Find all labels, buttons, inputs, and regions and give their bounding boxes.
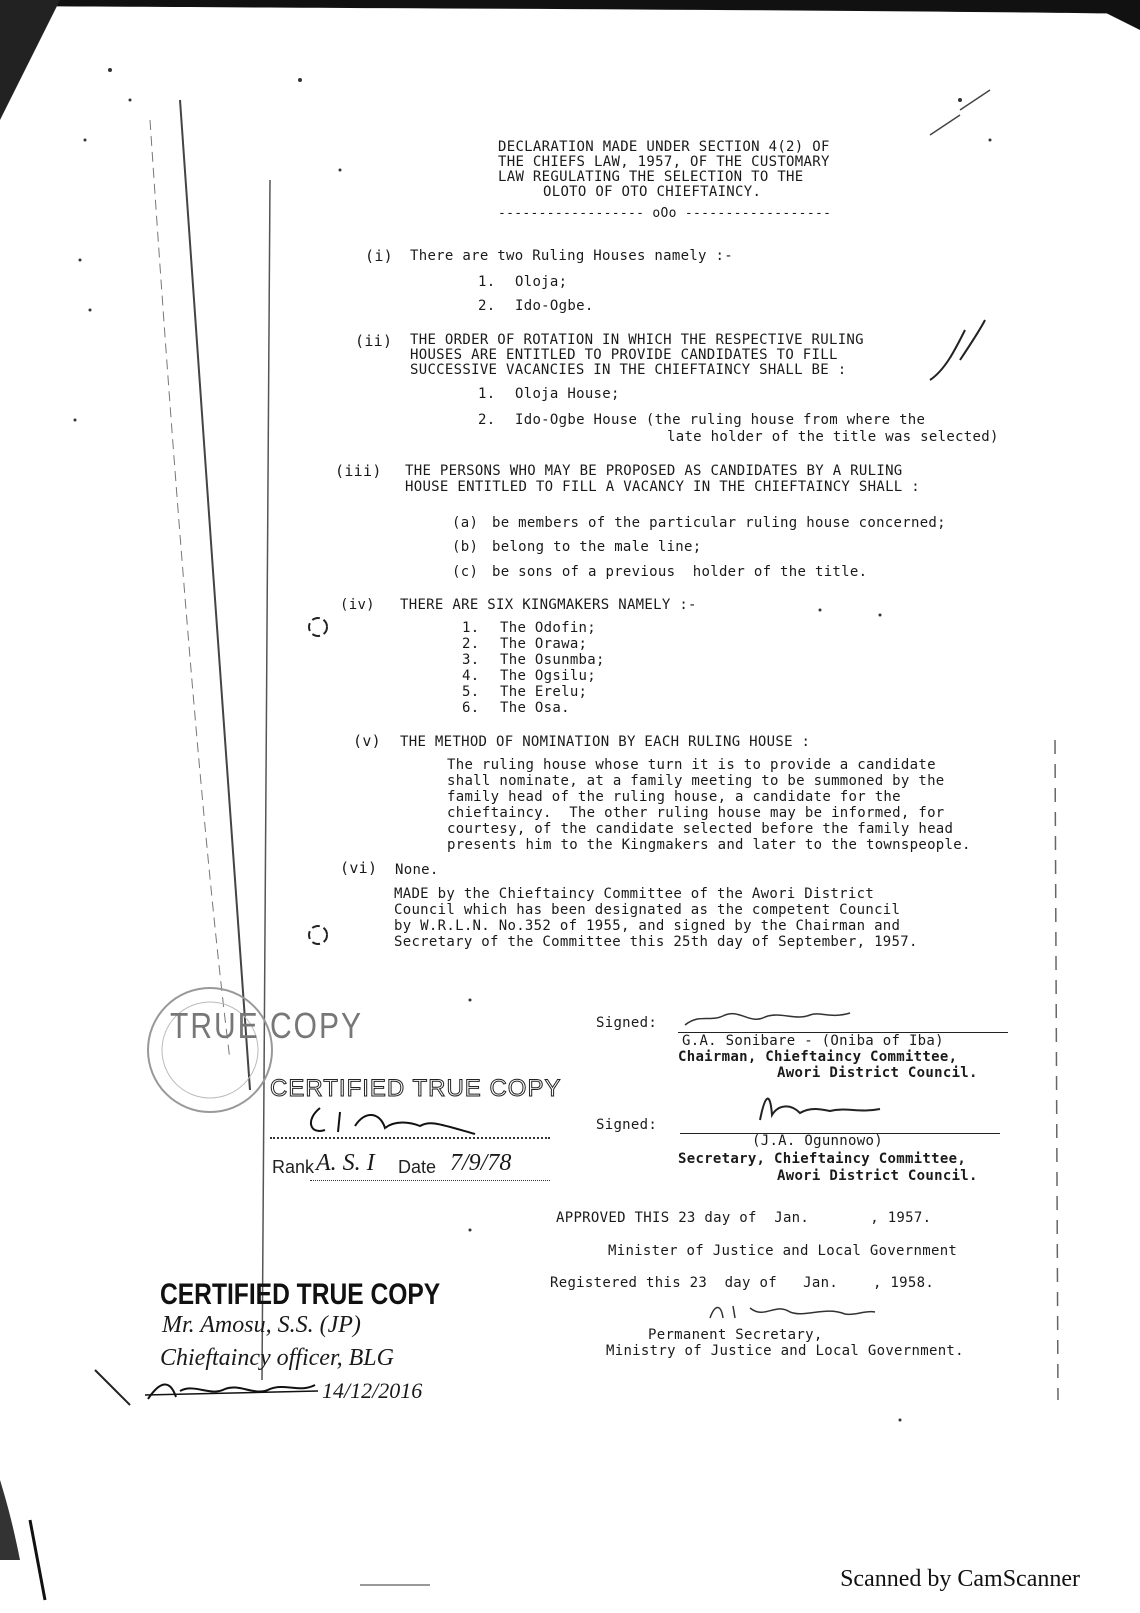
section-ii-heading-line-2: HOUSES ARE ENTITLED TO PROVIDE CANDIDATES TO FILL [410, 347, 838, 363]
certified-stamp-rule [270, 1137, 550, 1139]
section-iii-item-c-label: (c) [452, 564, 479, 580]
scanner-watermark: Scanned by CamScanner [840, 1566, 1080, 1592]
kingmaker-6: The Osa. [500, 700, 570, 716]
section-ii-item-1-num: 1. [478, 386, 496, 402]
section-v-body-line-1: The ruling house whose turn it is to provide a candidate [447, 757, 936, 773]
section-vi-number: (vi) [340, 859, 378, 877]
certified-true-copy-bold-stamp: CERTIFIED TRUE COPY [160, 1278, 441, 1311]
handwritten-signature [140, 1375, 320, 1409]
kingmaker-5-num: 5. [462, 684, 480, 700]
kingmaker-4: The Ogsilu; [500, 668, 597, 684]
chairman-signed-label: Signed: [596, 1015, 658, 1031]
declaration-title-line-4: OLOTO OF OTO CHIEFTAINCY. [543, 184, 762, 200]
section-v-body-line-6: presents him to the Kingmakers and later to the townspeople. [447, 837, 971, 853]
permanent-secretary-line: Permanent Secretary, [648, 1327, 823, 1343]
section-i-item-1: Oloja; [515, 274, 568, 290]
section-v-heading: THE METHOD OF NOMINATION BY EACH RULING HOUSE : [400, 734, 811, 750]
section-i-number: (i) [365, 247, 393, 265]
secretary-name: (J.A. Ogunnowo) [752, 1133, 883, 1149]
made-by-line-2: Council which has been designated as the competent Council [394, 902, 901, 918]
section-i-item-1-num: 1. [478, 274, 496, 290]
section-iii-item-a: be members of the particular ruling house concerned; [492, 515, 946, 531]
section-ii-number: (ii) [355, 332, 393, 350]
kingmaker-5: The Erelu; [500, 684, 588, 700]
date-label: Date [398, 1157, 437, 1177]
declaration-title-line-3: LAW REGULATING THE SELECTION TO THE [498, 169, 804, 185]
section-v-body-line-4: chieftaincy. The other ruling house may be informed, for [447, 805, 945, 821]
ministry-line: Ministry of Justice and Local Government. [606, 1343, 964, 1359]
declaration-title-line-2: THE CHIEFS LAW, 1957, OF THE CUSTOMARY [498, 154, 830, 170]
section-iii-heading-line-1: THE PERSONS WHO MAY BE PROPOSED AS CANDIDATES BY A RULING [405, 463, 903, 479]
kingmaker-2-num: 2. [462, 636, 480, 652]
made-by-line-3: by W.R.L.N. No.352 of 1955, and signed by the Chairman and [394, 918, 901, 934]
secretary-signature [750, 1085, 900, 1125]
section-iv-heading: THERE ARE SIX KINGMAKERS NAMELY :- [400, 597, 697, 613]
kingmaker-3: The Osunmba; [500, 652, 605, 668]
kingmaker-1-num: 1. [462, 620, 480, 636]
section-iii-item-a-label: (a) [452, 515, 479, 531]
section-iii-item-b: belong to the male line; [492, 539, 702, 555]
rank-date-rule [310, 1180, 550, 1181]
section-i-intro: There are two Ruling Houses namely :- [410, 248, 733, 264]
section-v-body-line-2: shall nominate, at a family meeting to be summoned by the [447, 773, 945, 789]
section-ii-heading-line-3: SUCCESSIVE VACANCIES IN THE CHIEFTAINCY SHALL BE : [410, 362, 847, 378]
section-v-number: (v) [353, 732, 381, 750]
registered-line: Registered this 23 day of Jan. , 1958. [550, 1275, 935, 1291]
certified-true-copy-outline-stamp: CERTIFIED TRUE COPY [270, 1075, 562, 1102]
chairman-title-2: Awori District Council. [777, 1065, 978, 1081]
secretary-signed-label: Signed: [596, 1117, 658, 1133]
kingmaker-1: The Odofin; [500, 620, 597, 636]
section-ii-item-2-continued: late holder of the title was selected) [667, 429, 999, 445]
handwritten-date: 14/12/2016 [322, 1378, 423, 1403]
section-v-body-line-5: courtesy, of the candidate selected before the family head [447, 821, 954, 837]
section-ii-item-1: Oloja House; [515, 386, 620, 402]
chairman-signature [680, 1005, 880, 1031]
made-by-line-1: MADE by the Chieftaincy Committee of the Awori District [394, 886, 875, 902]
permanent-secretary-signature [705, 1300, 885, 1324]
section-vi-text: None. [395, 862, 439, 878]
header-divider: ------------------ oOo ------------------ [498, 206, 832, 221]
section-iii-heading-line-2: HOUSE ENTITLED TO FILL A VACANCY IN THE CHIEFTAINCY SHALL : [405, 479, 920, 495]
date-value: 7/9/78 [450, 1150, 512, 1176]
chairman-title-1: Chairman, Chieftaincy Committee, [678, 1049, 958, 1065]
chairman-name: G.A. Sonibare - (Oniba of Iba) [682, 1033, 944, 1049]
section-ii-heading-line-1: THE ORDER OF ROTATION IN WHICH THE RESPECTIVE RULING [410, 332, 864, 348]
section-i-item-2: Ido-Ogbe. [515, 298, 594, 314]
kingmaker-6-num: 6. [462, 700, 480, 716]
made-by-line-4: Secretary of the Committee this 25th day of September, 1957. [394, 934, 918, 950]
section-iii-item-b-label: (b) [452, 539, 479, 555]
handwritten-office: Chieftaincy officer, BLG [160, 1345, 394, 1371]
secretary-title-2: Awori District Council. [777, 1168, 978, 1184]
section-i-item-2-num: 2. [478, 298, 496, 314]
kingmaker-4-num: 4. [462, 668, 480, 684]
rank-value: A. S. I [316, 1150, 375, 1176]
kingmaker-2: The Orawa; [500, 636, 588, 652]
section-v-body-line-3: family head of the ruling house, a candidate for the [447, 789, 901, 805]
faded-true-copy-stamp: TRUE COPY [170, 1006, 364, 1047]
handwritten-name: Mr. Amosu, S.S. (JP) [162, 1312, 361, 1338]
minister-line: Minister of Justice and Local Government [608, 1243, 958, 1259]
rank-label: Rank [272, 1157, 315, 1177]
kingmaker-3-num: 3. [462, 652, 480, 668]
section-iv-number: (iv) [340, 597, 375, 613]
section-iii-item-c: be sons of a previous holder of the title. [492, 564, 868, 580]
declaration-title-line-1: DECLARATION MADE UNDER SECTION 4(2) OF [498, 139, 830, 155]
section-ii-item-2-num: 2. [478, 412, 496, 428]
approved-line: APPROVED THIS 23 day of Jan. , 1957. [556, 1210, 932, 1226]
section-iii-number: (iii) [335, 462, 382, 480]
secretary-title-1: Secretary, Chieftaincy Committee, [678, 1151, 967, 1167]
certifier-signature [300, 1100, 490, 1140]
section-ii-item-2: Ido-Ogbe House (the ruling house from where the [515, 412, 926, 428]
